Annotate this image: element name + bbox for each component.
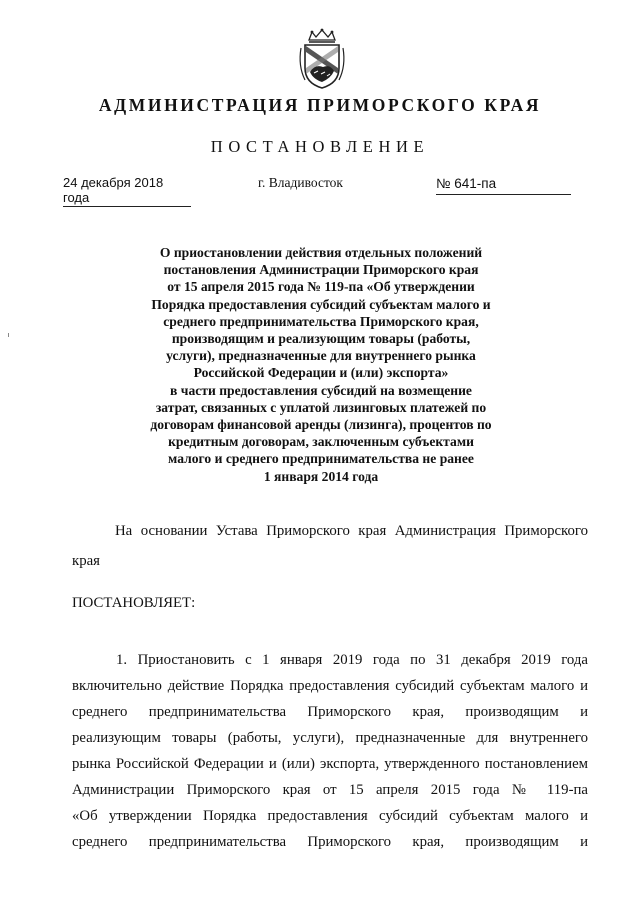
- title-line: услуги), предназначенные для внутреннего рынка: [166, 348, 476, 364]
- resolves-heading: ПОСТАНОВЛЯЕТ:: [72, 595, 196, 611]
- title-line: от 15 апреля 2015 года № 119-па «Об утверждении: [167, 279, 475, 295]
- title-line: малого и среднего предпринимательства не ранее: [168, 451, 474, 467]
- title-line: затрат, связанных с уплатой лизинговых платежей по: [155, 399, 487, 415]
- title-line: в части предоставления субсидий на возмещение: [170, 382, 472, 398]
- paragraph-line: «Об утверждении Порядка предоставления субсидий субъектам малого и: [72, 808, 588, 824]
- paragraph-line: 1. Приостановить с 1 января 2019 года по 31 декабря 2019 года: [116, 652, 588, 668]
- basis-line: На основании Устава Приморского края Администрация Приморского: [115, 523, 588, 539]
- document-city: г. Владивосток: [258, 175, 343, 190]
- title-line: договорам финансовой аренды (лизинга), процентов по: [150, 417, 492, 433]
- title-line: О приостановлении действия отдельных положений: [159, 245, 483, 260]
- paragraph-line: среднего предпринимательства Приморского края, производящим и: [72, 834, 588, 850]
- document-type: ПОСТАНОВЛЕНИЕ: [210, 137, 430, 156]
- title-line: 1 января 2014 года: [263, 468, 379, 484]
- document-number: № 641-па: [436, 176, 497, 191]
- organization-name: АДМИНИСТРАЦИЯ ПРИМОРСКОГО КРАЯ: [98, 95, 542, 115]
- paragraph-1: [72, 647, 588, 855]
- paragraph-line: рынка Российской Федерации и (или) экспорта, утвержденного постановлением: [72, 756, 588, 772]
- title-line: кредитным договорам, заключенным субъектами: [168, 434, 474, 450]
- margin-mark: [8, 333, 9, 337]
- title-line: Порядка предоставления субсидий субъектам малого и: [151, 296, 491, 312]
- coat-of-arms-icon: [297, 28, 347, 90]
- title-line: производящим и реализующим товары (работы,: [171, 331, 471, 347]
- title-line: постановления Администрации Приморского края: [163, 262, 479, 278]
- paragraph-line: реализующим товары (работы, услуги), предназначенные для внутреннего: [72, 730, 588, 746]
- document-title: [118, 244, 524, 485]
- document-date: 24 декабря 2018 года: [63, 175, 191, 207]
- title-line: Российской Федерации и (или) экспорта»: [193, 365, 449, 381]
- title-line: среднего предпринимательства Приморского края,: [163, 313, 479, 329]
- basis-paragraph: [72, 517, 588, 576]
- paragraph-line: Администрации Приморского края от 15 апреля 2015 года № 119-па: [72, 782, 588, 798]
- paragraph-line: среднего предпринимательства Приморского края, производящим и: [72, 704, 588, 720]
- paragraph-line: включительно действие Порядка предоставления субсидий субъектам малого и: [72, 678, 588, 694]
- document-number-field: [436, 175, 571, 195]
- basis-line: края: [72, 552, 100, 569]
